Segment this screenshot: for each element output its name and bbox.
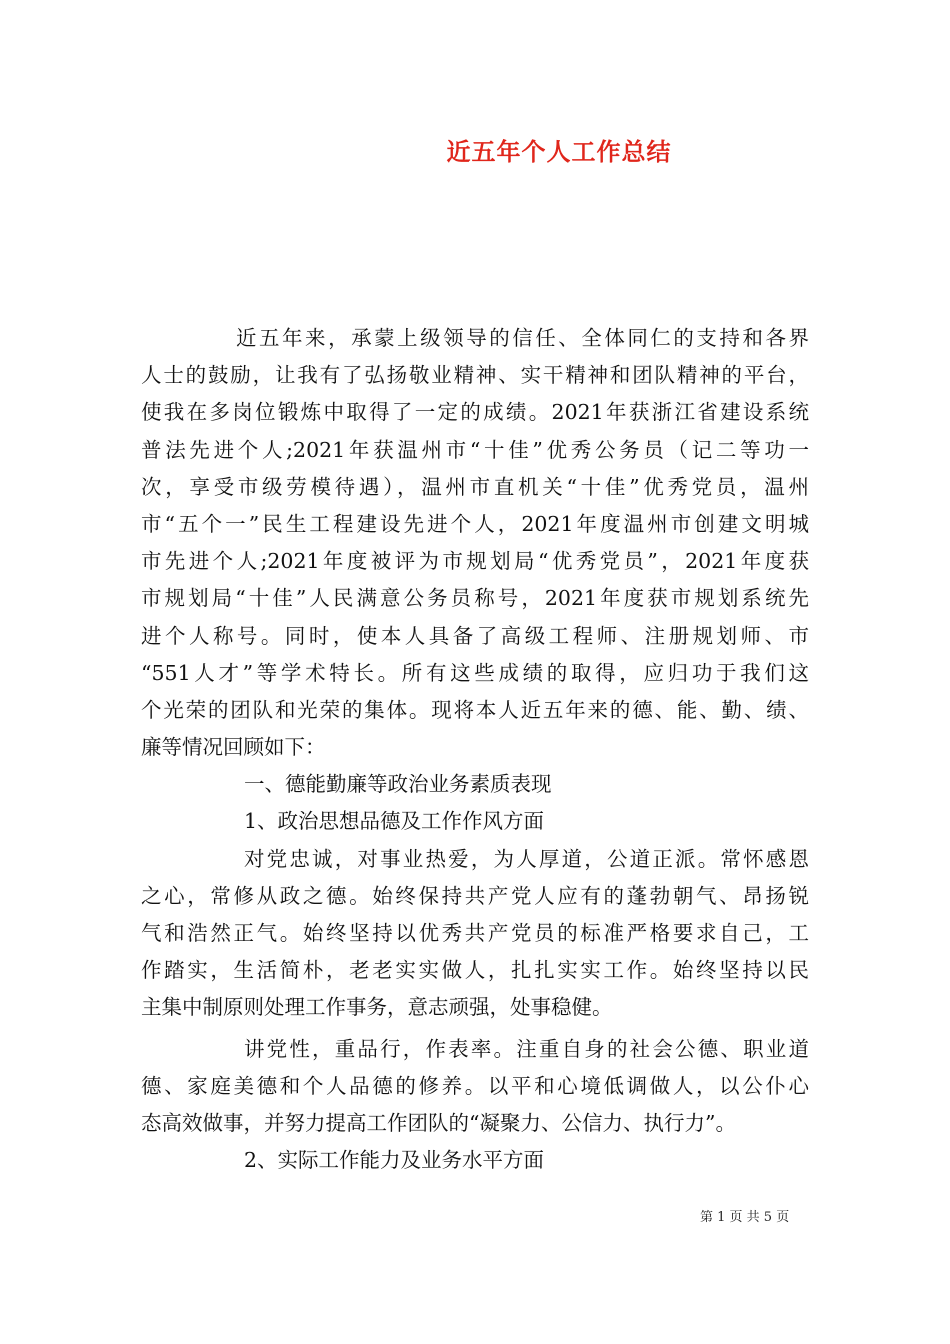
paragraph-line: 廉等情况回顾如下：	[141, 735, 326, 760]
paragraph-line: 之心，常修从政之德。始终保持共产党人应有的蓬勃朝气、昂扬锐	[141, 883, 809, 908]
document-body	[141, 320, 809, 1179]
paragraph-line: 市先进个人;2021年度被评为市规划局“优秀党员”，2021年度获	[141, 549, 809, 574]
paragraph-line: 普法先进个人;2021年获温州市“十佳”优秀公务员（记二等功一	[141, 437, 809, 462]
paragraph-line: 讲党性，重品行，作表率。注重自身的社会公德、职业道	[244, 1036, 809, 1061]
paragraph-line: 个光荣的团队和光荣的集体。现将本人近五年来的德、能、勤、绩、	[141, 697, 809, 722]
subsection-heading: 2、实际工作能力及业务水平方面	[244, 1148, 545, 1173]
paragraph-line: 市规划局“十佳”人民满意公务员称号，2021年度获市规划系统先	[141, 586, 809, 611]
paragraph-line: 次，享受市级劳模待遇），温州市直机关“十佳”优秀党员，温州	[141, 474, 809, 499]
paragraph-line: 作踏实，生活简朴，老老实实做人，扎扎实实工作。始终坚持以民	[141, 958, 809, 983]
paragraph-line: 市“五个一”民生工程建设先进个人，2021年度温州市创建文明城	[141, 511, 809, 536]
paragraph-line: “551人才”等学术特长。所有这些成绩的取得，应归功于我们这	[141, 660, 809, 685]
page-number: 第 1 页 共 5 页	[700, 1210, 790, 1225]
paragraph-line: 近五年来，承蒙上级领导的信任、全体同仁的支持和各界	[236, 326, 809, 350]
paragraph-line: 进个人称号。同时，使本人具备了高级工程师、注册规划师、市	[141, 623, 809, 648]
subsection-heading: 1、政治思想品德及工作作风方面	[244, 809, 545, 834]
paragraph-line: 主集中制原则处理工作事务，意志顽强，处事稳健。	[141, 995, 613, 1020]
section-heading: 一、德能勤廉等政治业务素质表现	[244, 772, 552, 797]
document-title: 近五年个人工作总结	[446, 137, 672, 166]
paragraph-line: 态高效做事，并努力提高工作团队的“凝聚力、公信力、执行力”。	[141, 1110, 736, 1135]
paragraph-line: 使我在多岗位锻炼中取得了一定的成绩。2021年获浙江省建设系统	[141, 400, 809, 425]
paragraph-line: 气和浩然正气。始终坚持以优秀共产党员的标准严格要求自己，工	[141, 921, 809, 945]
paragraph-line: 对党忠诚，对事业热爱，为人厚道，公道正派。常怀感恩	[244, 846, 809, 871]
paragraph-line: 人士的鼓励，让我有了弘扬敬业精神、实干精神和团队精神的平台，	[141, 363, 809, 388]
paragraph-line: 德、家庭美德和个人品德的修养。以平和心境低调做人，以公仆心	[141, 1073, 809, 1098]
